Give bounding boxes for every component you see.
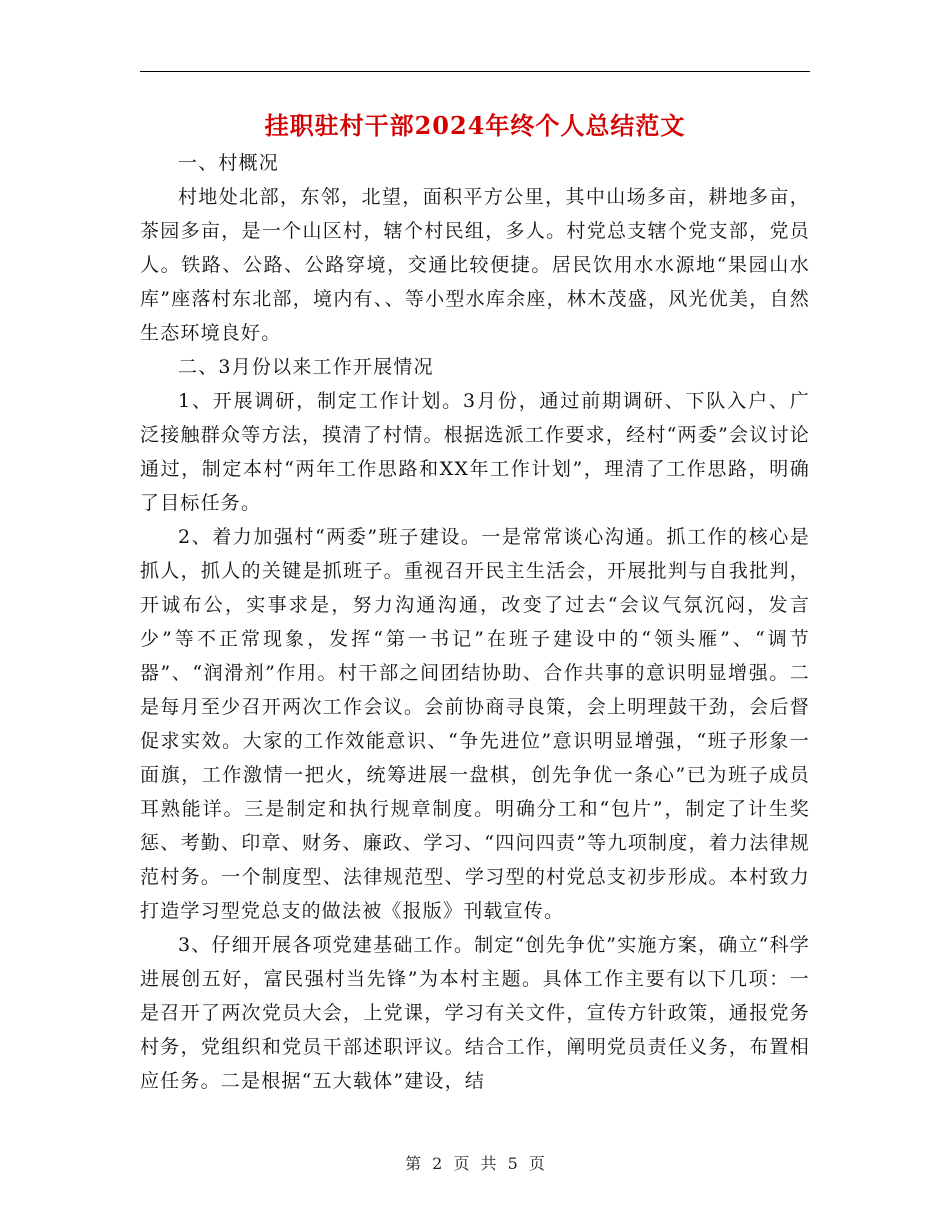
header-rule	[140, 71, 810, 72]
document-body	[140, 146, 810, 1098]
section-heading-work-progress: 二、3月份以来工作开展情况	[178, 356, 434, 378]
page-number-footer: 第 2 页 共 5 页	[405, 1154, 545, 1173]
paragraph-work-plan: 1、开展调研，制定工作计划。3月份，通过前期调研、下队入户、广泛接触群众等方法，摸清了村情。根据选派工作要求，经村“两委”会议讨论通过，制定本村“两年工作思路和XX年工作计划”，理清了工作思路，明确了目标任务。	[140, 390, 810, 514]
document-title: 挂职驻村干部2024年终个人总结范文	[264, 111, 686, 140]
section-heading-village-overview: 一、村概况	[178, 152, 280, 174]
paragraph-village-overview: 村地处北部，东邻，北望，面积平方公里，其中山场多亩，耕地多亩，茶园多亩，是一个山区村，辖个村民组，多人。村党总支辖个党支部，党员人。铁路、公路、公路穿境，交通比较便捷。居民饮用水水源地“果园山水库”座落村东北部，境内有、、等小型水库余座，林木茂盛，风光优美，自然生态环境良好。	[140, 186, 810, 344]
paragraph-party-work: 3、仔细开展各项党建基础工作。制定“创先争优”实施方案，确立“科学进展创五好，富民强村当先锋”为本村主题。具体工作主要有以下几项：一是召开了两次党员大会，上党课，学习有关文件，宣传方针政策，通报党务村务，党组织和党员干部述职评议。结合工作，阐明党员责任义务，布置相应任务。二是根据“五大载体”建设，结	[140, 934, 810, 1092]
paragraph-team-building: 2、着力加强村“两委”班子建设。一是常常谈心沟通。抓工作的核心是抓人，抓人的关键是抓班子。重视召开民主生活会，开展批判与自我批判，开诚布公，实事求是，努力沟通沟通，改变了过去“会议气氛沉闷，发言少”等不正常现象，发挥“第一书记”在班子建设中的“领头雁”、“调节器”、“润滑剂”作用。村干部之间团结协助、合作共事的意识明显增强。二是每月至少召开两次工作会议。会前协商寻良策，会上明理鼓干劲，会后督促求实效。大家的工作效能意识、“争先进位”意识明显增强，“班子形象一面旗，工作激情一把火，统筹进展一盘棋，创先争优一条心”已为班子成员耳熟能详。三是制定和执行规章制度。明确分工和“包片”，制定了计生奖惩、考勤、印章、财务、廉政、学习、“四问四责”等九项制度，着力法律规范村务。一个制度型、法律规范型、学习型的村党总支初步形成。本村致力打造学习型党总支的做法被《报版》刊载宣传。	[140, 526, 810, 922]
